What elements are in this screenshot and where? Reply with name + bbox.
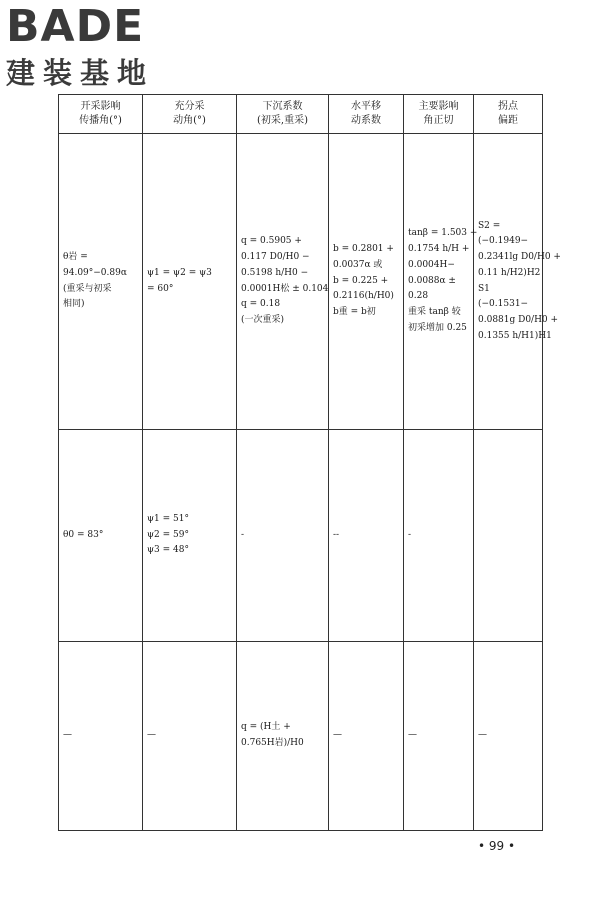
cell-line: 0.1754 h/H + <box>408 244 470 255</box>
cell-line: θ0 = 83° <box>63 529 104 540</box>
table-row <box>59 430 543 642</box>
cell-line: - <box>241 529 245 540</box>
logo-chinese-text: 建装基地 <box>6 56 155 90</box>
cell-line: — <box>333 730 342 741</box>
cell-line: 0.2341lg D0/H0 + <box>478 252 561 262</box>
cell-line: ψ2 = 59° <box>147 529 189 540</box>
header-text: 开采影响 <box>80 100 121 112</box>
header-text: (初采,重采) <box>257 115 308 126</box>
header-text: 动角(°) <box>173 115 206 126</box>
cell-line: 0.0881g D0/H0 + <box>478 315 559 325</box>
table-row <box>59 134 543 430</box>
cell-line: 0.0004H− <box>408 259 455 270</box>
cell-line: 0.0088α ± <box>408 275 456 286</box>
cell-line: — <box>408 730 417 741</box>
cell-line: — <box>147 730 156 741</box>
cell-line: 0.1355 h/H1)H1 <box>478 330 552 341</box>
cell-line: 0.0037α 或 <box>333 259 383 270</box>
table-cell <box>237 430 329 642</box>
header-text: 主要影响 <box>418 100 459 112</box>
cell-line: — <box>63 730 72 741</box>
table-cell <box>329 430 404 642</box>
column-header <box>474 95 543 134</box>
cell-line: — <box>478 730 487 741</box>
column-header <box>59 95 143 134</box>
cell-line: 0.28 <box>408 291 429 302</box>
cell-line: S1 <box>478 283 490 294</box>
header-text: 下沉系数 <box>262 100 303 112</box>
table-cell <box>59 134 143 430</box>
table-cell <box>237 642 329 831</box>
table-cell <box>404 642 474 831</box>
cell-line: 0.117 D0/H0 − <box>241 252 310 262</box>
cell-line: (一次重采) <box>241 315 285 325</box>
cell-line: q = (H土 + <box>241 722 291 733</box>
cell-line: = 60° <box>147 283 174 294</box>
logo-letters: BADE <box>6 1 145 52</box>
cell-line: 0.5198 h/H0 − <box>241 267 309 278</box>
cell-line: (−0.1949− <box>478 236 529 247</box>
table-cell <box>404 134 478 430</box>
cell-line: 0.765H岩)/H0 <box>241 738 304 748</box>
table-cell <box>143 430 237 642</box>
table-cell <box>143 642 237 831</box>
table-cell <box>59 642 143 831</box>
table-header-row <box>59 95 543 134</box>
table-cell <box>329 642 404 831</box>
cell-line: 相同) <box>63 299 85 310</box>
cell-line: - <box>408 529 412 540</box>
cell-line: 0.11 h/H2)H2 <box>478 267 541 278</box>
table-cell <box>474 642 543 831</box>
cell-line: (−0.1531− <box>478 299 529 310</box>
table-cell <box>237 134 329 430</box>
table-cell <box>59 430 143 642</box>
cell-line: b重 = b初 <box>333 307 376 318</box>
parameter-table <box>58 94 561 831</box>
header-text: 传播角(°) <box>79 115 122 126</box>
cell-line: (重采与初采 <box>63 283 112 294</box>
cell-line: ψ1 = ψ2 = ψ3 <box>147 267 212 278</box>
cell-line: S2 = <box>478 220 501 231</box>
cell-line: -- <box>333 529 340 540</box>
header-text: 角正切 <box>423 115 454 126</box>
cell-line: b = 0.225 + <box>333 275 389 286</box>
cell-line: 初采增加 0.25 <box>408 322 467 333</box>
cell-line: 重采 tanβ 较 <box>408 307 461 318</box>
header-text: 充分采 <box>174 100 205 112</box>
header-text: 动系数 <box>351 115 381 126</box>
header-text: 水平移 <box>351 100 381 112</box>
cell-line: 0.2116(h/H0) <box>333 291 394 302</box>
bade-logo <box>6 1 186 92</box>
page-number: • 99 • <box>478 839 516 853</box>
cell-line: ψ1 = 51° <box>147 513 189 524</box>
cell-line: θ岩 = <box>63 252 88 262</box>
table-cell <box>143 134 237 430</box>
header-text: 拐点 <box>498 100 518 112</box>
table-cell <box>474 134 561 430</box>
table-cell <box>329 134 404 430</box>
table-row <box>59 642 543 831</box>
cell-line: tanβ = 1.503 + <box>408 228 478 239</box>
column-header <box>237 95 329 134</box>
cell-line: 94.09°−0.89α <box>63 267 127 278</box>
header-text: 偏距 <box>498 115 518 126</box>
cell-line: b = 0.2801 + <box>333 244 394 255</box>
cell-line: 0.0001H松 ± 0.104 <box>241 283 329 294</box>
cell-line: ψ3 = 48° <box>147 545 189 556</box>
column-header <box>143 95 237 134</box>
column-header <box>404 95 474 134</box>
column-header <box>329 95 404 134</box>
cell-line: q = 0.5905 + <box>241 236 302 247</box>
cell-line: q = 0.18 <box>241 299 281 310</box>
table-cell <box>474 430 543 642</box>
table-cell <box>404 430 474 642</box>
